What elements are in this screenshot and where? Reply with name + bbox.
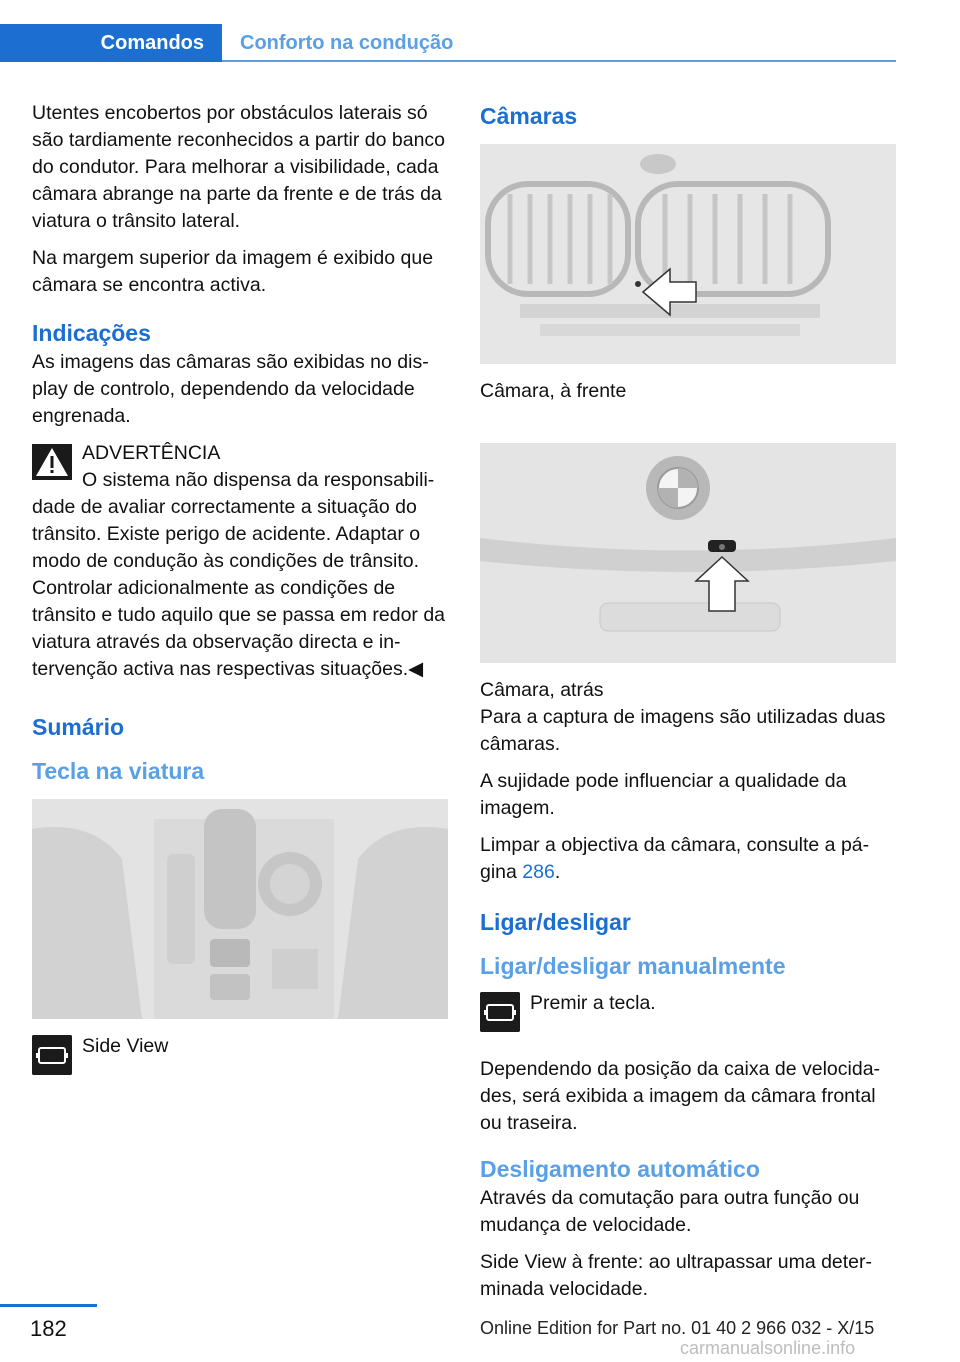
paragraph-two-cameras: Para a captura de imagens são utilizadas duas câmaras. bbox=[480, 706, 886, 755]
heading-sumario: Sumário bbox=[32, 714, 125, 740]
paragraph-switch-function: Através da comutação para outra função ou mudança de velocidade. bbox=[480, 1187, 860, 1236]
center-console-image bbox=[32, 799, 448, 1019]
footer-divider bbox=[0, 1304, 97, 1307]
side-view-button-icon bbox=[32, 1035, 72, 1075]
heading-ligar-desligar: Ligar/desligar bbox=[480, 909, 631, 935]
page-header bbox=[0, 0, 960, 64]
heading-indicacoes: Indicações bbox=[32, 320, 151, 346]
paragraph-dirt: A sujidade pode influenciar a qualidade da imagem. bbox=[480, 770, 847, 819]
watermark: carmanualsonline.info bbox=[680, 1338, 856, 1358]
side-view-label: Side View bbox=[82, 1035, 169, 1057]
side-view-button-icon bbox=[480, 992, 520, 1032]
front-camera-image bbox=[480, 144, 896, 364]
heading-desligamento-automatico: Desligamento automático bbox=[480, 1156, 760, 1182]
caption-front-camera: Câmara, à frente bbox=[480, 380, 627, 402]
right-column bbox=[480, 100, 896, 1313]
paragraph-active-camera: Na margem superior da imagem é exibido que câmara se encontra activa. bbox=[32, 247, 434, 296]
paragraph-side-view-speed: Side View à frente: ao ultrapassar uma determinada velocidade. bbox=[480, 1251, 873, 1300]
left-column bbox=[32, 100, 448, 1091]
tab-conforto-na-conducao[interactable]: Conforto na condução bbox=[240, 31, 454, 54]
page-link-286[interactable]: 286 bbox=[522, 861, 555, 883]
clean-lens-text: Limpar a objectiva da câmara, consulte a página bbox=[480, 834, 870, 883]
caption-rear-camera: Câmara, atrás bbox=[480, 679, 604, 701]
manual-key-row bbox=[480, 990, 896, 1040]
heading-ligar-desligar-manualmente: Ligar/desligar manualmente bbox=[480, 953, 786, 979]
paragraph-clean-lens bbox=[480, 832, 896, 886]
warning-triangle-icon bbox=[32, 444, 72, 480]
paragraph-gear-position: Dependendo da posição da caixa de velocidades, será exibida a imagem da câmara frontal ou traseira. bbox=[480, 1058, 881, 1134]
paragraph-camera-images: As imagens das câmaras são exibidas no display de controlo, dependendo da velocidade engrenada. bbox=[32, 351, 429, 427]
tab-comandos[interactable]: Comandos bbox=[0, 24, 222, 62]
warning-block bbox=[32, 440, 448, 683]
rear-camera-image bbox=[480, 443, 896, 663]
header-divider bbox=[222, 60, 896, 62]
clean-lens-suffix: . bbox=[554, 861, 561, 883]
side-view-key-row bbox=[32, 1033, 448, 1077]
heading-camaras: Câmaras bbox=[480, 103, 578, 129]
heading-tecla-na-viatura: Tecla na viatura bbox=[32, 758, 205, 784]
warning-title: ADVERTÊNCIA bbox=[82, 442, 221, 464]
paragraph-lateral-visibility: Utentes encobertos por obstáculos laterais só são tardiamente reconhecidos a partir do banco do condutor. Para melhorar a visibilidade, cada câmara abrange na parte da frente e de trás da viatura o trânsito lateral. bbox=[32, 102, 446, 232]
edition-text: Online Edition for Part no. 01 40 2 966 032 - X/15 bbox=[480, 1318, 875, 1338]
warning-text: O sistema não dispensa da responsabilidade de avaliar correctamente a situação do trânsito. Existe perigo de acidente. Adaptar o modo de condução às condições de trânsito. Controlar adicionalmente as condições de trânsito e tudo aquilo que se passa em redor da viatura através da observação directa e intervenção activa nas respectivas situações.◀ bbox=[32, 469, 446, 680]
page-number: 182 bbox=[30, 1316, 67, 1341]
press-key-text: Premir a tecla. bbox=[530, 992, 656, 1014]
